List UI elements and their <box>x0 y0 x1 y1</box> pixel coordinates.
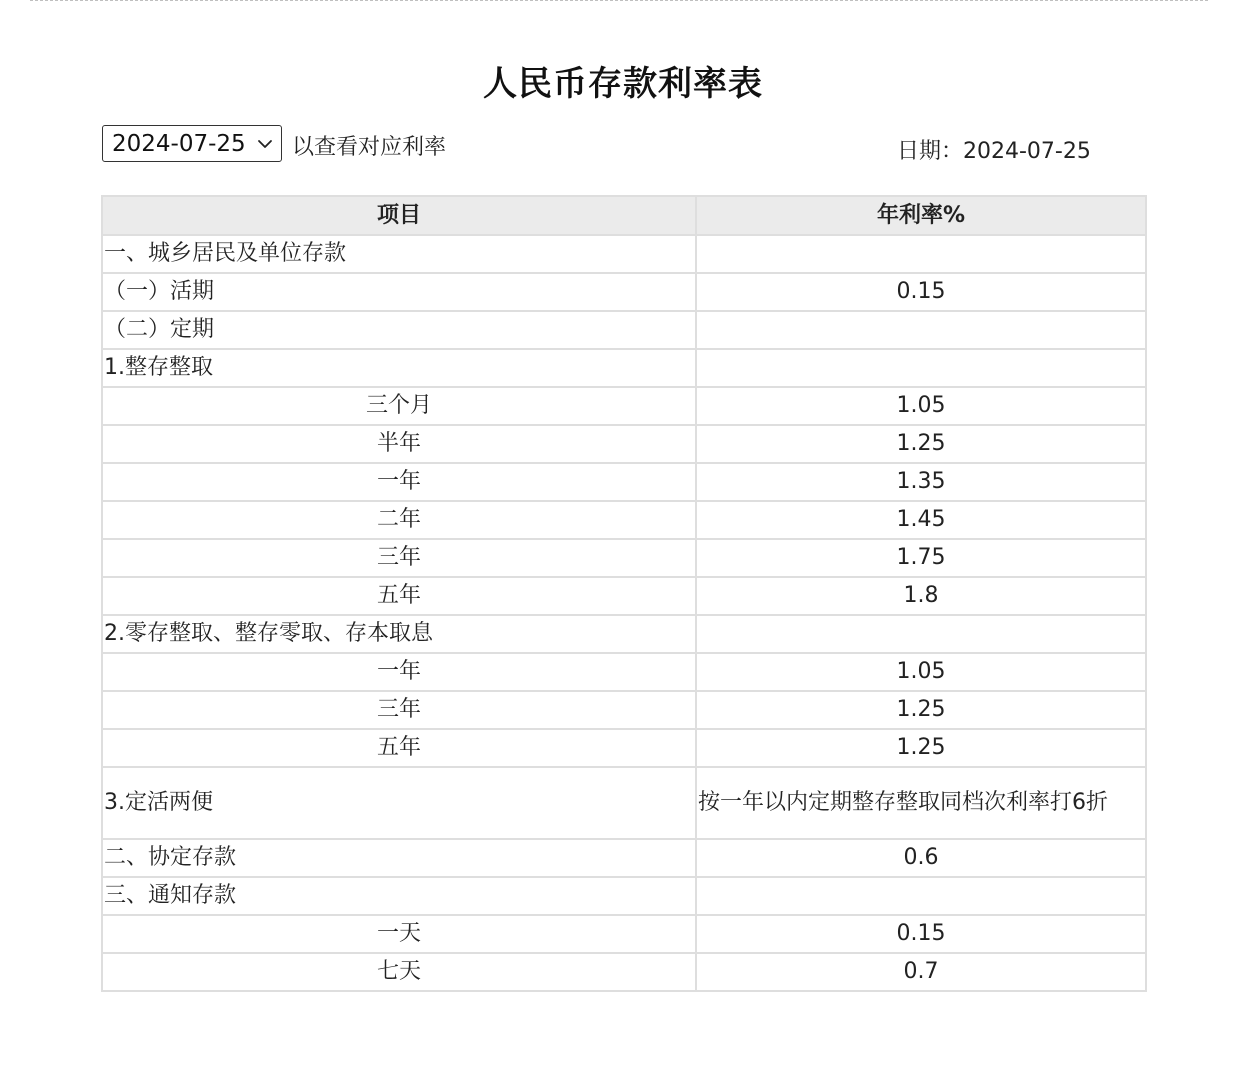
row-item: 3.定活两便 <box>102 767 696 839</box>
table-row <box>102 615 1146 653</box>
row-item: 二、协定存款 <box>102 839 696 877</box>
row-rate: 0.15 <box>696 273 1146 311</box>
table-row <box>102 425 1146 463</box>
row-item: 一年 <box>102 653 696 691</box>
row-rate <box>696 311 1146 349</box>
row-rate: 1.75 <box>696 539 1146 577</box>
row-rate: 1.45 <box>696 501 1146 539</box>
table-row <box>102 877 1146 915</box>
table-row <box>102 839 1146 877</box>
row-item: 三年 <box>102 691 696 729</box>
row-rate: 1.25 <box>696 691 1146 729</box>
table-row <box>102 691 1146 729</box>
table-header-row <box>102 196 1146 235</box>
table-row <box>102 235 1146 273</box>
table-row <box>102 273 1146 311</box>
row-item: 七天 <box>102 953 696 991</box>
table-row <box>102 463 1146 501</box>
row-rate: 1.25 <box>696 729 1146 767</box>
row-item: 三个月 <box>102 387 696 425</box>
row-rate: 0.7 <box>696 953 1146 991</box>
row-item: 1.整存整取 <box>102 349 696 387</box>
row-rate <box>696 235 1146 273</box>
row-rate: 1.25 <box>696 425 1146 463</box>
table-row <box>102 915 1146 953</box>
page-title: 人民币存款利率表 <box>483 64 763 104</box>
row-item: 半年 <box>102 425 696 463</box>
table-row <box>102 729 1146 767</box>
page-top-border <box>30 0 1208 1</box>
row-item: 一年 <box>102 463 696 501</box>
table-row <box>102 349 1146 387</box>
row-item: （一）活期 <box>102 273 696 311</box>
table-row <box>102 953 1146 991</box>
table-row <box>102 501 1146 539</box>
table-row <box>102 539 1146 577</box>
table-row <box>102 311 1146 349</box>
row-item: 二年 <box>102 501 696 539</box>
row-item: 三、通知存款 <box>102 877 696 915</box>
table-row <box>102 577 1146 615</box>
table-row <box>102 387 1146 425</box>
row-rate: 1.35 <box>696 463 1146 501</box>
rate-table <box>101 195 1147 992</box>
row-item: 一天 <box>102 915 696 953</box>
row-rate: 0.15 <box>696 915 1146 953</box>
row-rate: 0.6 <box>696 839 1146 877</box>
row-rate <box>696 877 1146 915</box>
table-row <box>102 767 1146 839</box>
select-hint: 以查看对应利率 <box>292 135 447 160</box>
row-item: 一、城乡居民及单位存款 <box>102 235 696 273</box>
column-header-rate: 年利率% <box>696 196 1146 235</box>
row-rate: 1.05 <box>696 387 1146 425</box>
row-item: 五年 <box>102 577 696 615</box>
row-item: 三年 <box>102 539 696 577</box>
table-row <box>102 653 1146 691</box>
row-item: 2.零存整取、整存零取、存本取息 <box>102 615 696 653</box>
row-item: （二）定期 <box>102 311 696 349</box>
date-select-value[interactable]: 2024-07-25 <box>112 130 246 157</box>
row-rate: 1.05 <box>696 653 1146 691</box>
column-header-item: 项目 <box>102 196 696 235</box>
row-rate: 按一年以内定期整存整取同档次利率打6折 <box>696 767 1146 839</box>
chevron-down-icon[interactable] <box>257 136 273 152</box>
row-item: 五年 <box>102 729 696 767</box>
row-rate: 1.8 <box>696 577 1146 615</box>
row-rate <box>696 349 1146 387</box>
date-display: 日期：2024-07-25 <box>897 139 1091 164</box>
row-rate <box>696 615 1146 653</box>
date-select[interactable] <box>102 125 282 162</box>
